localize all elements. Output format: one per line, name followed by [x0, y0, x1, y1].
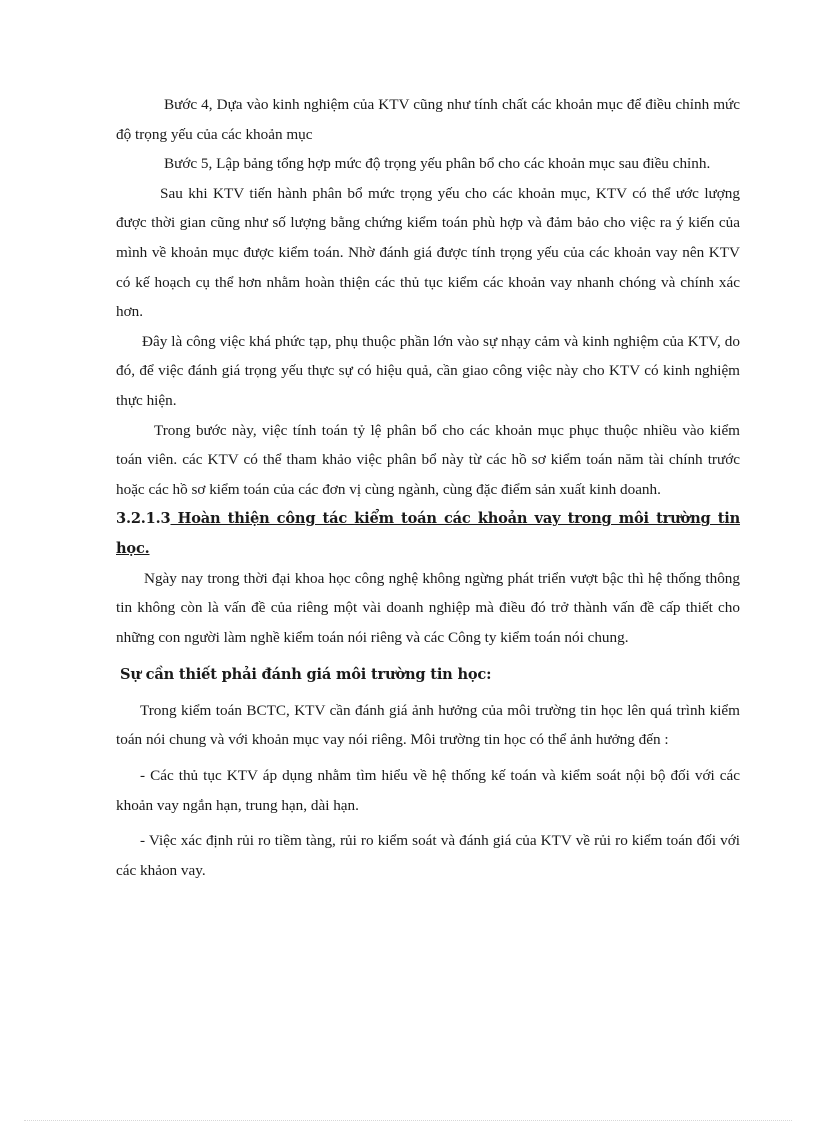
- paragraph-step-4: Bước 4, Dựa vào kinh nghiệm của KTV cũng như tính chất các khoản mục để điều chỉnh mức độ trọng yếu của các khoản mục: [116, 96, 740, 143]
- document-page: [116, 90, 740, 885]
- section-heading: [116, 504, 740, 563]
- bullet-item: - Các thủ tục KTV áp dụng nhằm tìm hiểu về hệ thống kế toán và kiểm soát nội bộ đối với các khoản vay ngắn hạn, trung hạn, dài hạn.: [116, 767, 740, 814]
- bullet-item: - Việc xác định rủi ro tiềm tàng, rủi ro kiểm soát và đánh giá của KTV về rủi ro kiểm toán đối với các khảon vay.: [116, 832, 740, 879]
- paragraph-allocation-ratio: Trong bước này, việc tính toán tỷ lệ phân bổ cho các khoản mục phục thuộc nhiều vào kiểm toán viên. các KTV có thể tham khảo việc phân bổ này từ các hồ sơ kiểm toán năm tài chính trước hoặc các hồ sơ kiểm toán của các đơn vị cùng ngành, cùng đặc điểm sản xuất kinh doanh.: [116, 421, 740, 498]
- section-number: 3.2.1.3: [116, 510, 171, 528]
- paragraph-bctc-audit: Trong kiểm toán BCTC, KTV cần đánh giá ảnh hưởng của môi trường tin học lên quá trình kiểm toán nói chung và với khoản mục vay nói riêng. Môi trường tin học có thể ảnh hưởng đến :: [116, 701, 740, 749]
- page-bottom-rule: [24, 1120, 792, 1121]
- paragraph-step-5: Bước 5, Lập bảng tổng hợp mức độ trọng yếu phân bổ cho các khoản mục sau điều chỉnh.: [164, 155, 711, 173]
- paragraph-after-allocation: Sau khi KTV tiến hành phân bổ mức trọng yếu cho các khoản mục, KTV có thể ước lượng được thời gian cũng như số lượng bằng chứng kiểm toán phù hợp và đảm bảo cho việc ra ý kiến của mình về khoản mục được kiểm toán. Nhờ đánh giá được tính trọng yếu của các khoản vay nên KTV có kế hoạch cụ thể hơn nhằm hoàn thiện các thủ tục kiểm các khoản vay nhanh chóng và chính xác hơn.: [116, 184, 740, 321]
- paragraph-complex-work: Đây là công việc khá phức tạp, phụ thuộc phần lớn vào sự nhạy cảm và kinh nghiệm của KTV, do đó, để việc đánh giá trọng yếu thực sự có hiệu quả, cần giao công việc này cho KTV có kinh nghiệm thực hiện.: [116, 332, 740, 409]
- subheading-it-evaluation: Sự cần thiết phải đánh giá môi trường tin học:: [120, 666, 492, 684]
- paragraph-it-environment: Ngày nay trong thời đại khoa học công nghệ không ngừng phát triển vượt bậc thì hệ thống thông tin không còn là vấn đề của riêng một vài doanh nghiệp mà điều đó trở thành vấn đề cấp thiết cho những con người làm nghề kiểm toán nói riêng và các Công ty kiểm toán nói chung.: [116, 569, 740, 646]
- section-title: Hoàn thiện công tác kiểm toán các khoản vay trong môi trường tin học.: [116, 510, 740, 557]
